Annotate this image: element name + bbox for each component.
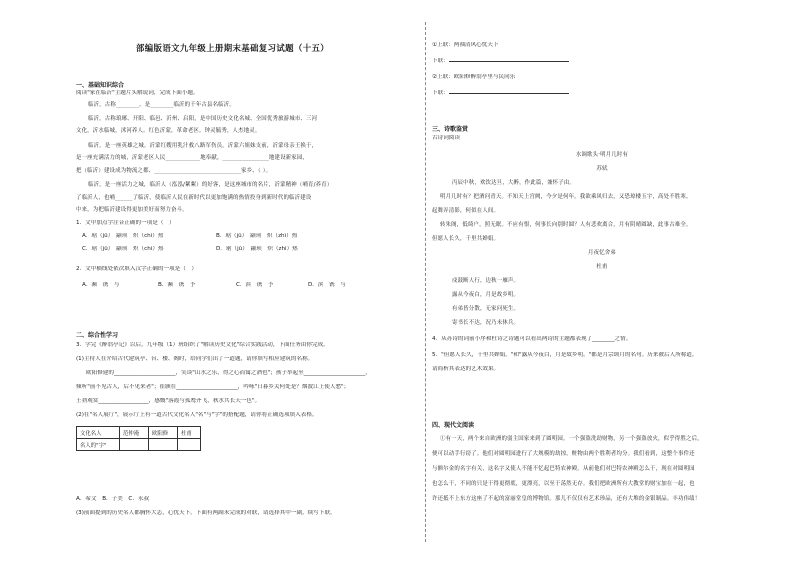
option-c[interactable]: C．滨 镌 予: [236, 282, 274, 288]
option-b[interactable]: B．琚（jū） 颛顼 炽（zhì）热: [216, 233, 298, 239]
passage-line: 了临沂人，也哺______了临沂，使临沂人民在新时代以更加饱满的热情投身到新时代的临沂建设: [76, 195, 312, 201]
poem-line: 露从今夜白，月是故乡明。: [452, 292, 520, 298]
poem-line: 寄书长不达，况乃未休兵。: [452, 320, 520, 326]
left-column: [76, 0, 418, 562]
couplet-1: ①上联：两袖清风心忧天下: [432, 42, 499, 48]
table-cell: 欧阳修: [149, 427, 178, 439]
question-5: 5．"但愿人长久，千里共婵娟。"和"露从今夜白，月是故乡明。"都是月宗颂月的名句。历来被后人所称道。: [432, 352, 698, 358]
poem-line: 起舞弄清影，何似在人间。: [432, 208, 500, 214]
answer-blank[interactable]: [449, 93, 569, 94]
passage-line: 临沂，是一座活力之城，临沂人（泓泓/絮絮）的好客，是这座城市的名片，沂蒙精神（哺育/养育）: [88, 182, 333, 188]
option-a[interactable]: A．濒 镌 与: [82, 282, 120, 288]
poem-line: 戍鼓断人行，边秋一雁声。: [452, 278, 520, 284]
question-5-cont: 请简析其表达的艺术效果。: [432, 366, 500, 372]
page-title: 部编版语文九年级上册期末基础复习试题（十五）: [136, 43, 330, 53]
poem-line: 明月几时有？把酒问青天。不知天上宫阙，今夕是何年。我欲乘风归去，又恐琼楼玉宇，高处不胜寒。: [440, 194, 692, 200]
option-c[interactable]: C．琚（jū） 颛顼 炽（chì）热: [82, 246, 164, 252]
poem-title: 月夜忆舍弟: [588, 250, 616, 256]
passage-line: 临沂，是一座英雄之城。沂蒙红嫂用乳汁救八路军伤员，沂蒙六姐妹支前，沂蒙母亲王换于，: [88, 143, 318, 149]
poem-line: 但愿人长久，千里共婵娟。: [432, 236, 500, 242]
option-b[interactable]: B．濒 镌 予: [158, 282, 196, 288]
passage-line: 把（临沂）建设成为物流之都、______________________________家乡、（ ）。: [76, 168, 272, 174]
question-3-part-3: (3)前面提到的历史名人都胸怀大志，心忧天下。下面有两副未完成的对联，请选择其中一副，续写下联。: [76, 510, 336, 516]
section-heading-modern: 四、现代文阅读: [432, 422, 475, 429]
table-row: [77, 427, 201, 439]
poem-line: 有弟皆分散，无家问死生。: [452, 306, 520, 312]
option-d[interactable]: D．滨 镌 与: [308, 282, 346, 288]
table-cell: 名人的"字": [77, 439, 120, 451]
question-4: 4．从苏诗的词前小序和杜诗之诗题可以看出两诗的主题都表现了________之情。: [432, 336, 632, 342]
passage-line: 许还抵不上东方这座了不起的富丽堂皇的博物馆。那儿不仅仅有艺术珍品，还有大堆的金银制品。丰功伟绩！: [432, 496, 701, 502]
right-column: [432, 0, 772, 562]
passage-line: 临沂，古称琅琊、开阳、临邑、沂州、启阳，是中国历史文化名城、全国优秀旅游城市、三河: [88, 116, 318, 122]
fill-line[interactable]: 欧阳修建的______________________，笑谈"山水之乐，得之心而寓之酒也"；孩子举起至______________________，: [86, 370, 371, 376]
question-3-part-1: (1)主持人在介绍古代建筑亭、台、楼、阁时，给同学们出了一道题，请你填写相应建筑的名称。: [76, 356, 314, 362]
passage-line: 与额尔金的名字有关，这名字又使人不能不忆起巴特农神殿。从前他们对巴特农神殿怎么干，现在对圆明园: [432, 466, 695, 472]
answer-cell[interactable]: [120, 439, 149, 451]
question-3: 3．学完《醉翁亭记》以后，九年级（1）班组织了"解读历史文化"综合实践活动，下面任务由你完成。: [76, 342, 329, 348]
poem-author: 苏轼: [596, 166, 608, 172]
poem-title: 水调歌头·明月几时有: [575, 152, 629, 158]
table-cell: 杜甫: [178, 427, 201, 439]
column-divider: [425, 22, 426, 542]
name-table: [76, 426, 201, 451]
poem-author: 杜甫: [596, 264, 608, 270]
passage-line: 文化，沂水临城，沭河养人。红色沂蒙，革命老区。钟灵毓秀，人杰地灵。: [76, 128, 261, 134]
passage-line: 便可以动手行窃了。他们对圆明园进行了大规模的劫掠，赃物由两个胜利者均分。我们看到，这整个事件还: [432, 451, 695, 457]
table-row: [77, 439, 201, 451]
answer-label: 下联：: [432, 58, 449, 64]
section-heading-practice: 二、综合性学习: [76, 332, 119, 339]
answer-blank[interactable]: [449, 61, 569, 62]
answer-cell[interactable]: [178, 439, 201, 451]
instruction-text: 阅读"家在临沂"主题片头解说词，完成下面小题。: [76, 90, 199, 96]
table-cell: 范仲淹: [120, 427, 149, 439]
couplet-1-answer[interactable]: [432, 58, 569, 65]
option-a[interactable]: A．琚（jū） 颛顼 炽（chì）热: [82, 233, 164, 239]
passage-line: 也怎么干，不同的只是干得更彻底，更漂亮，以至于荡然无存。我们把欧洲所有大教堂的财宝加在一起，也: [432, 481, 695, 487]
question-3-part-2: (2)在"名人展厅"，展示厅上有一道古代文化名人"名"与"字"的搭配题，请你将正确选项填入表格。: [76, 412, 318, 418]
answer-cell[interactable]: [149, 439, 178, 451]
passage-line: 临沂，古称________，是________临沂的千年古县名临沂。: [88, 102, 235, 108]
passage-line: ①有一天，两个来自欧洲的弱主国家来到了圆明园。一个强盗洗劫财物，另一个强盗放火，似乎得胜之后，: [440, 436, 703, 442]
passage-line: 是一座充满活力的城，沂蒙老区人民____________地奉献，________________地建设新家园，: [76, 155, 309, 161]
couplet-2-answer[interactable]: [432, 90, 569, 97]
poem-preface: 丙辰中秋，欢饮达旦，大醉，作此篇，兼怀子由。: [452, 180, 575, 186]
question-2: 2．文中横线处依次填入汉字正确的一项是（ ）: [76, 266, 198, 272]
section-heading-basic: 一、基础知识综合: [76, 82, 125, 89]
sub-heading: 古诗词阅读: [432, 135, 460, 141]
option-d[interactable]: D．琚（jū） 颛顼 炽（zhì）热: [216, 246, 298, 252]
fill-line[interactable]: 王勃观赏__________________，感慨"落霞与孤鹜齐飞，秋水共长天一色"。: [76, 398, 261, 404]
section-heading-poetry: 三、诗歌鉴赏: [432, 126, 469, 133]
couplet-2: ②上联：欧阳修醉翁亭里与民同乐: [432, 74, 516, 80]
question-3-options: A．希文 B．子美 C．永叔: [76, 496, 150, 502]
answer-label: 下联：: [432, 90, 449, 96]
table-cell: 文化名人: [77, 427, 120, 439]
fill-line[interactable]: 倾听"前不见古人，后不见来者"；崔颢在______________________，吟咏"日暮乡关何处是？烟波江上使人愁"；: [76, 384, 350, 390]
poem-line: 转朱阁，低绮户，照无眠。不应有恨，何事长向别时圆？人有悲欢离合，月有阴晴圆缺，此事古难全。: [440, 222, 692, 228]
passage-line: 中来，为把临沂建设得更加美好而努力奋斗。: [76, 207, 188, 213]
question-1: 1．文中加点字注音正确的一项是（ ）: [76, 220, 175, 226]
